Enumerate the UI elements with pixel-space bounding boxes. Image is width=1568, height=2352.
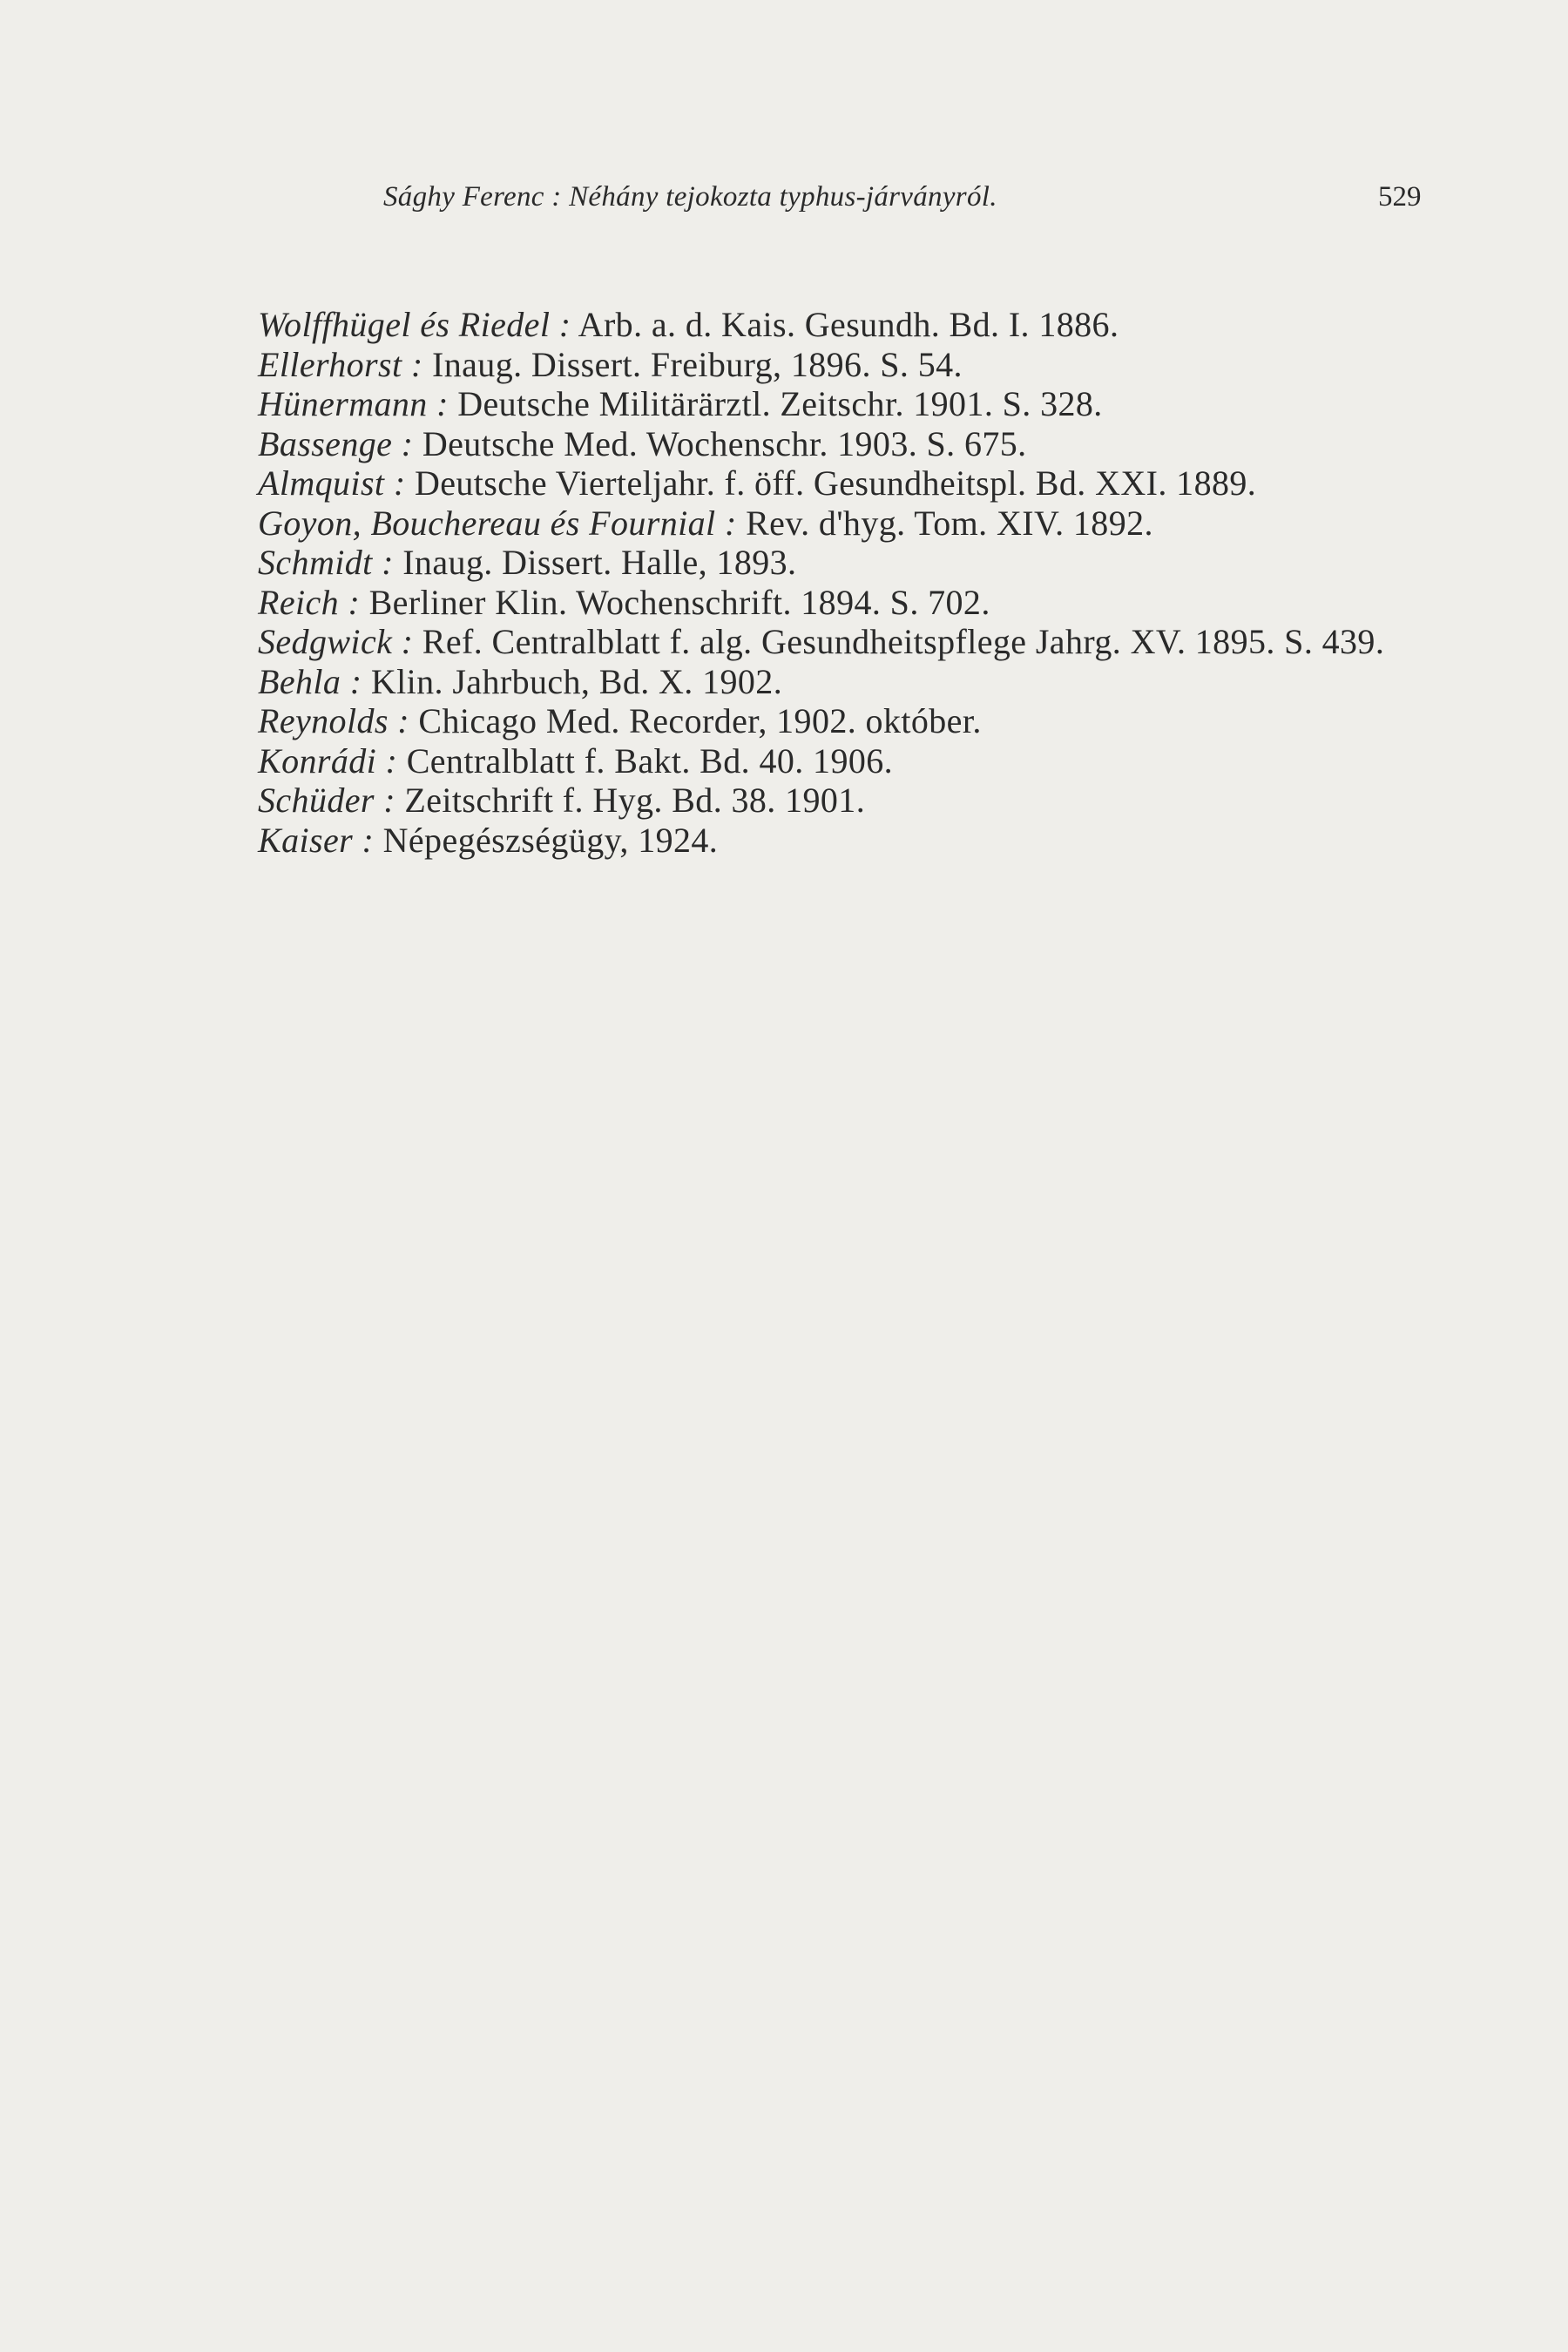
- reference-entry: [176, 543, 1448, 583]
- reference-author: Almquist :: [258, 463, 406, 503]
- reference-citation: Klin. Jahrbuch, Bd. X. 1902.: [370, 661, 783, 701]
- reference-entry: [176, 701, 1448, 741]
- reference-citation: Deutsche Vierteljahr. f. öff. Gesundheitspl. Bd. XXI. 1889.: [414, 463, 1257, 503]
- reference-list: [176, 305, 1448, 860]
- page-number: 529: [1378, 181, 1422, 213]
- reference-author: Hünermann :: [258, 384, 449, 423]
- reference-entry: [176, 741, 1448, 781]
- reference-entry: [176, 345, 1448, 385]
- reference-author: Konrádi :: [258, 740, 398, 781]
- reference-citation: Inaug. Dissert. Freiburg, 1896. S. 54.: [432, 344, 963, 384]
- reference-entry: [176, 821, 1448, 861]
- reference-author: Behla :: [258, 661, 362, 701]
- reference-citation: Népegészségügy, 1924.: [382, 820, 719, 860]
- reference-entry: [176, 305, 1448, 345]
- reference-citation: Deutsche Med. Wochenschr. 1903. S. 675.: [422, 423, 1027, 463]
- reference-entry: [176, 384, 1448, 424]
- reference-citation: Chicago Med. Recorder, 1902. október.: [418, 701, 982, 740]
- reference-author: Schmidt :: [258, 543, 394, 582]
- reference-entry: [176, 504, 1448, 544]
- reference-author: Ellerhorst :: [258, 344, 423, 384]
- reference-citation: Berliner Klin. Wochenschrift. 1894. S. 702.: [368, 582, 990, 622]
- reference-entry: [176, 781, 1448, 821]
- reference-entry: [176, 463, 1448, 504]
- reference-author: Goyon, Bouchereau és Fournial :: [258, 503, 737, 543]
- reference-entry: [176, 622, 1448, 662]
- running-head: Sághy Ferenc : Néhány tejokozta typhus-járványról.: [383, 181, 997, 213]
- reference-citation: Inaug. Dissert. Halle, 1893.: [402, 543, 797, 582]
- reference-author: Wolffhügel és Riedel :: [258, 305, 571, 344]
- reference-author: Reich :: [258, 582, 361, 622]
- reference-author: Reynolds :: [258, 701, 409, 740]
- reference-citation: Rev. d'hyg. Tom. XIV. 1892.: [746, 503, 1153, 543]
- reference-author: Sedgwick :: [258, 622, 414, 661]
- reference-author: Kaiser :: [258, 820, 375, 860]
- reference-author: Schüder :: [258, 781, 395, 820]
- reference-citation: Arb. a. d. Kais. Gesundh. Bd. I. 1886.: [578, 305, 1119, 344]
- reference-citation: Zeitschrift f. Hyg. Bd. 38. 1901.: [404, 781, 866, 820]
- reference-entry: [176, 424, 1448, 464]
- reference-entry: [176, 662, 1448, 702]
- reference-entry: [176, 583, 1448, 623]
- reference-citation: Centralblatt f. Bakt. Bd. 40. 1906.: [406, 740, 894, 781]
- reference-author: Bassenge :: [258, 423, 414, 463]
- reference-citation: Ref. Centralblatt f. alg. Gesundheitspflege Jahrg. XV. 1895. S. 439.: [422, 622, 1385, 661]
- reference-citation: Deutsche Militärärztl. Zeitschr. 1901. S. 328.: [457, 384, 1103, 423]
